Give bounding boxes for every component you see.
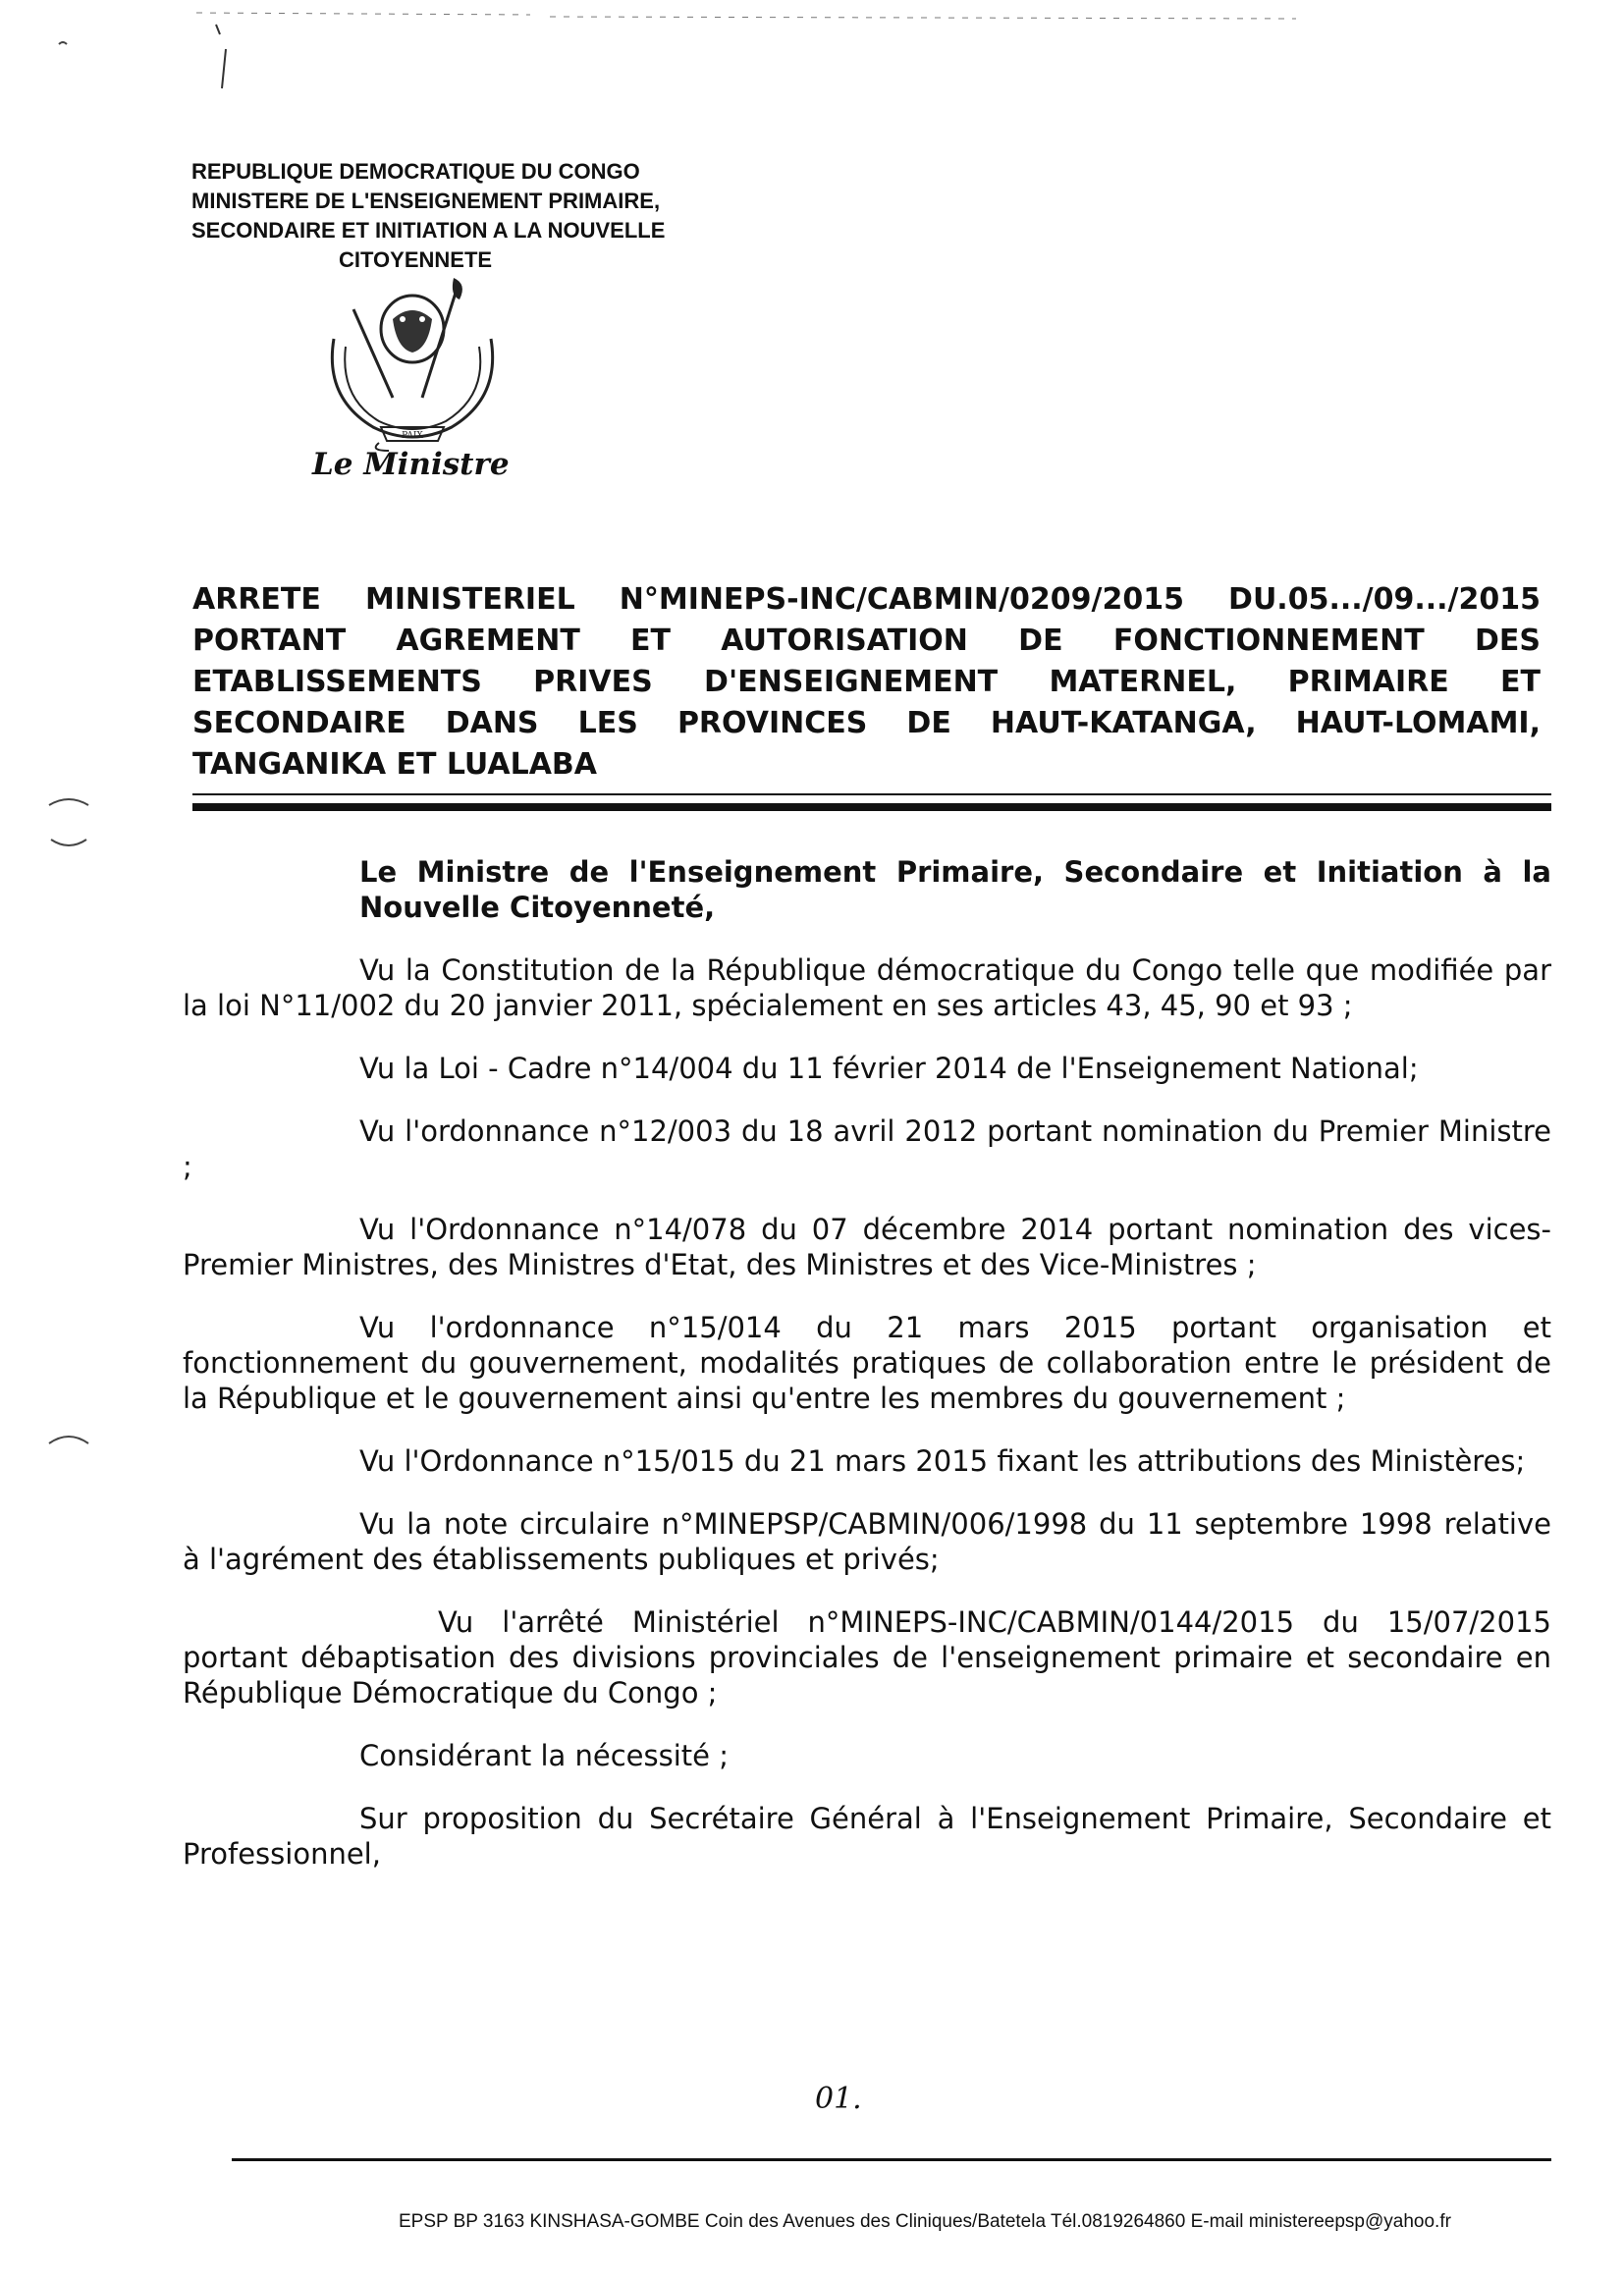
- scan-mark-top: [20, 5, 1610, 93]
- decree-title-line2: PORTANT AGREMENT ET AUTORISATION DE FONCTIONNEMENT DES: [192, 624, 1541, 658]
- recital-ordonnance-premier-ministre: Vu l'ordonnance n°12/003 du 18 avril 2012 portant nomination du Premier Ministre ;: [183, 1114, 1551, 1183]
- decree-intro: Le Ministre de l'Enseignement Primaire, Secondaire et Initiation à la Nouvelle Citoyenneté,: [359, 855, 1551, 924]
- header-ministry-line2: SECONDAIRE ET INITIATION A LA NOUVELLE: [191, 218, 666, 243]
- scan-mark-left: [39, 786, 98, 1473]
- recital-note-circulaire: Vu la note circulaire n°MINEPSP/CABMIN/006/1998 du 11 septembre 1998 relative à l'agrément des établissements publiques et privés;: [183, 1507, 1551, 1576]
- decree-title-line3: ETABLISSEMENTS PRIVES D'ENSEIGNEMENT MATERNEL, PRIMAIRE ET: [192, 665, 1541, 699]
- recital-loi-cadre: Vu la Loi - Cadre n°14/004 du 11 février 2014 de l'Enseignement National;: [359, 1052, 1419, 1085]
- decree-title: [192, 579, 1541, 786]
- recital-constitution: Vu la Constitution de la République démocratique du Congo telle que modifiée par la loi N°11/002 du 20 janvier 2011, spécialement en ses articles 43, 45, 90 et 93 ;: [183, 953, 1551, 1022]
- recital-ordonnance-gouvernement: Vu l'ordonnance n°15/014 du 21 mars 2015 portant organisation et fonctionnement du gouvernement, modalités pratiques de collaboration entre le président de la République et le gouvernement ainsi qu'entre les membres du gouvernement ;: [183, 1311, 1551, 1415]
- decree-reference: ARRETE MINISTERIEL N°MINEPS-INC/CABMIN/0209/2015 DU.05.../09.../2015: [192, 582, 1541, 617]
- recital-ordonnance-ministres: Vu l'Ordonnance n°14/078 du 07 décembre 2014 portant nomination des vices-Premier Ministres, des Ministres d'Etat, des Ministres et des Vice-Ministres ;: [183, 1213, 1551, 1281]
- svg-text:PAIX: PAIX: [402, 431, 423, 441]
- title-divider-thick: [192, 803, 1551, 811]
- decree-title-line4: SECONDAIRE DANS LES PROVINCES DE HAUT-KATANGA, HAUT-LOMAMI,: [192, 706, 1541, 740]
- minister-signature-title: Le Ministre: [312, 447, 510, 482]
- recital-arrete-ministeriel: Vu l'arrêté Ministériel n°MINEPS-INC/CABMIN/0144/2015 du 15/07/2015 portant débaptisation des divisions provinciales de l'enseignement primaire et secondaire en République Démocratique du Congo ;: [183, 1605, 1551, 1710]
- coat-of-arms-emblem: [295, 270, 530, 457]
- header-country: REPUBLIQUE DEMOCRATIQUE DU CONGO: [191, 159, 640, 184]
- footer-divider: [232, 2158, 1551, 2161]
- title-divider-thin: [192, 793, 1551, 795]
- recital-proposition: Sur proposition du Secrétaire Général à l'Enseignement Primaire, Secondaire et Professionnel,: [183, 1802, 1551, 1871]
- decree-body: [183, 854, 1551, 1899]
- decree-title-line5: TANGANIKA ET LUALABA: [192, 747, 598, 782]
- header-ministry-line1: MINISTERE DE L'ENSEIGNEMENT PRIMAIRE,: [191, 189, 661, 213]
- page-number-mark: 01.: [815, 2082, 862, 2116]
- recital-considerant: Considérant la nécessité ;: [359, 1739, 729, 1772]
- document-header: [191, 157, 781, 275]
- header-ministry-line3: CITOYENNETE: [339, 247, 493, 272]
- footer-address: EPSP BP 3163 KINSHASA-GOMBE Coin des Avenues des Cliniques/Batetela Tél.0819264860 E-mail ministereepsp@yahoo.fr: [399, 2211, 1451, 2232]
- recital-ordonnance-attributions: Vu l'Ordonnance n°15/015 du 21 mars 2015 fixant les attributions des Ministères;: [359, 1444, 1526, 1478]
